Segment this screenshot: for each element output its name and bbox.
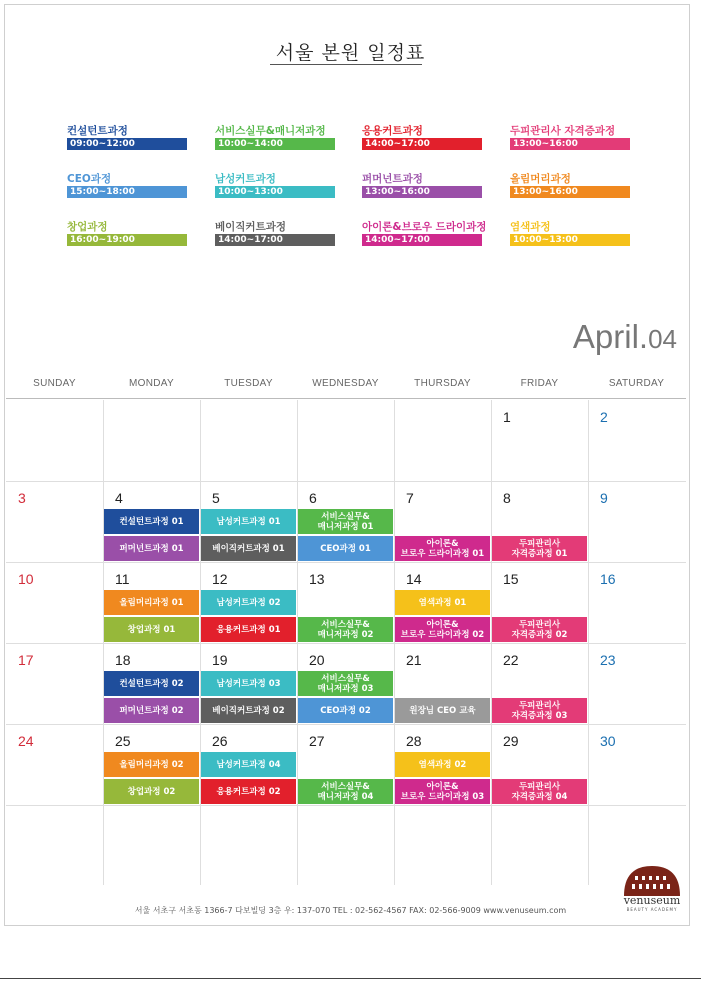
course-event[interactable]: 아이론& 브로우 드라이과정 01 — [395, 536, 490, 561]
weekday-label: TUESDAY — [224, 378, 273, 389]
day-number[interactable]: 1 — [503, 409, 511, 425]
day-number[interactable]: 19 — [212, 652, 228, 668]
day-number[interactable]: 9 — [600, 490, 608, 506]
weekday-label: SUNDAY — [33, 378, 76, 389]
page-title: 서울 본원 일정표 — [275, 42, 426, 64]
legend-item — [215, 172, 335, 198]
legend-item — [362, 220, 487, 246]
legend-time-bar: 14:00~17:00 — [362, 234, 482, 246]
brand-logo — [618, 862, 686, 914]
course-event[interactable]: 원장님 CEO 교육 — [395, 698, 490, 723]
legend-course-name: 아이론&브로우 드라이과정 — [362, 221, 487, 233]
footer-contact: 서울 서초구 서초동 1366-7 다보빌딩 3층 우: 137-070 TEL : 02-562-4567 FAX: 02-566-9009 www.venuseum.com — [134, 906, 567, 915]
weekday-label: SATURDAY — [608, 378, 665, 389]
day-number[interactable]: 22 — [503, 652, 519, 668]
legend-item — [362, 172, 482, 198]
legend-item — [67, 124, 187, 150]
course-event[interactable]: 응용커트과정 01 — [201, 617, 296, 642]
legend-course-name: 퍼머넌트과정 — [362, 173, 423, 185]
weekday-label: WEDNESDAY — [312, 378, 379, 389]
course-event[interactable]: 퍼머넌트과정 01 — [104, 536, 199, 561]
course-event[interactable]: 응용커트과정 02 — [201, 779, 296, 804]
page-bottom-divider — [0, 978, 701, 979]
day-number[interactable]: 21 — [406, 652, 422, 668]
day-number[interactable]: 23 — [600, 652, 616, 668]
day-number[interactable]: 4 — [115, 490, 123, 506]
legend-time-bar: 09:00~12:00 — [67, 138, 187, 150]
course-event[interactable]: 퍼머넌트과정 02 — [104, 698, 199, 723]
course-event[interactable]: 아이론& 브로우 드라이과정 03 — [395, 779, 490, 804]
course-event[interactable]: 염색과정 01 — [395, 590, 490, 615]
weekday-label: MONDAY — [129, 378, 174, 389]
course-event[interactable]: 창업과정 02 — [104, 779, 199, 804]
weekday-label: THURSDAY — [414, 378, 471, 389]
day-number[interactable]: 27 — [309, 733, 325, 749]
grid-col-line — [200, 400, 201, 885]
course-event[interactable]: 컨설턴트과정 01 — [104, 509, 199, 534]
day-number[interactable]: 8 — [503, 490, 511, 506]
course-event[interactable]: 서비스실무& 매니저과정 03 — [298, 671, 393, 696]
course-event[interactable]: 남성커트과정 01 — [201, 509, 296, 534]
course-event[interactable]: 아이론& 브로우 드라이과정 02 — [395, 617, 490, 642]
course-event[interactable]: 서비스실무& 매니저과정 01 — [298, 509, 393, 534]
legend-item — [67, 172, 187, 198]
month-label: April. — [572, 318, 649, 355]
grid-col-line — [103, 400, 104, 885]
grid-row-line — [6, 643, 686, 644]
grid-row-line — [6, 481, 686, 482]
legend-item — [510, 172, 630, 198]
day-number[interactable]: 7 — [406, 490, 414, 506]
course-event[interactable]: CEO과정 02 — [298, 698, 393, 723]
day-number[interactable]: 20 — [309, 652, 325, 668]
colosseum-icon — [618, 862, 686, 896]
legend-time-bar: 10:00~14:00 — [215, 138, 335, 150]
legend-time-bar: 13:00~16:00 — [362, 186, 482, 198]
course-event[interactable]: 염색과정 02 — [395, 752, 490, 777]
title-underline — [270, 64, 422, 65]
legend-course-name: 베이직커트과정 — [215, 221, 287, 233]
legend-course-name: 올림머리과정 — [510, 173, 571, 185]
legend-course-name: CEO과정 — [67, 173, 112, 185]
grid-col-line — [394, 400, 395, 885]
day-number[interactable]: 10 — [18, 571, 34, 587]
logo-wordmark: venuseum — [623, 894, 681, 907]
legend-time-bar: 13:00~16:00 — [510, 186, 630, 198]
day-number[interactable]: 14 — [406, 571, 422, 587]
day-number[interactable]: 26 — [212, 733, 228, 749]
legend-time-bar: 13:00~16:00 — [510, 138, 630, 150]
legend-item — [215, 124, 335, 150]
day-number[interactable]: 16 — [600, 571, 616, 587]
day-number[interactable]: 13 — [309, 571, 325, 587]
course-event[interactable]: 올림머리과정 02 — [104, 752, 199, 777]
legend-item — [67, 220, 187, 246]
course-event[interactable]: 두피관리사 자격증과정 02 — [492, 617, 587, 642]
legend-item — [510, 220, 630, 246]
day-number[interactable]: 5 — [212, 490, 220, 506]
day-number[interactable]: 2 — [600, 409, 608, 425]
legend-item — [215, 220, 335, 246]
weekday-label: FRIDAY — [520, 378, 559, 389]
legend-time-bar: 15:00~18:00 — [67, 186, 187, 198]
month-heading — [573, 318, 677, 356]
grid-row-line — [6, 562, 686, 563]
legend-time-bar: 14:00~17:00 — [215, 234, 335, 246]
day-number[interactable]: 12 — [212, 571, 228, 587]
day-number[interactable]: 6 — [309, 490, 317, 506]
legend-item — [362, 124, 482, 150]
course-event[interactable]: 창업과정 01 — [104, 617, 199, 642]
course-event[interactable]: 남성커트과정 03 — [201, 671, 296, 696]
day-number[interactable]: 18 — [115, 652, 131, 668]
course-event[interactable]: 두피관리사 자격증과정 01 — [492, 536, 587, 561]
logo-subtitle: BEAUTY ACADEMY — [626, 907, 678, 912]
course-event[interactable]: 베이직커트과정 01 — [201, 536, 296, 561]
legend-course-name: 컨설턴트과정 — [67, 125, 128, 137]
day-number[interactable]: 24 — [18, 733, 34, 749]
day-number[interactable]: 15 — [503, 571, 519, 587]
legend-course-name: 창업과정 — [67, 221, 108, 233]
course-event[interactable]: 서비스실무& 매니저과정 02 — [298, 617, 393, 642]
weekday-divider — [6, 398, 686, 399]
course-event[interactable]: 베이직커트과정 02 — [201, 698, 296, 723]
day-number[interactable]: 30 — [600, 733, 616, 749]
legend-item — [510, 124, 630, 150]
month-number: 04 — [648, 324, 677, 354]
grid-row-line — [6, 724, 686, 725]
course-event[interactable]: 남성커트과정 04 — [201, 752, 296, 777]
course-event[interactable]: 두피관리사 자격증과정 04 — [492, 779, 587, 804]
course-event[interactable]: 올림머리과정 01 — [104, 590, 199, 615]
course-event[interactable]: 두피관리사 자격증과정 03 — [492, 698, 587, 723]
grid-col-line — [297, 400, 298, 885]
day-number[interactable]: 28 — [406, 733, 422, 749]
legend-course-name: 응용커트과정 — [362, 125, 423, 137]
course-event[interactable]: CEO과정 01 — [298, 536, 393, 561]
grid-col-line — [588, 400, 589, 885]
grid-row-line — [6, 805, 686, 806]
legend-course-name: 남성커트과정 — [215, 173, 276, 185]
course-event[interactable]: 남성커트과정 02 — [201, 590, 296, 615]
legend-course-name: 염색과정 — [510, 221, 551, 233]
day-number[interactable]: 17 — [18, 652, 34, 668]
course-event[interactable]: 컨설턴트과정 02 — [104, 671, 199, 696]
day-number[interactable]: 29 — [503, 733, 519, 749]
grid-col-line — [491, 400, 492, 885]
legend-course-name: 서비스실무&매니저과정 — [215, 125, 326, 137]
legend-time-bar: 10:00~13:00 — [510, 234, 630, 246]
legend-time-bar: 16:00~19:00 — [67, 234, 187, 246]
day-number[interactable]: 25 — [115, 733, 131, 749]
course-event[interactable]: 서비스실무& 매니저과정 04 — [298, 779, 393, 804]
legend-course-name: 두피관리사 자격증과정 — [510, 125, 616, 137]
legend-time-bar: 10:00~13:00 — [215, 186, 335, 198]
day-number[interactable]: 3 — [18, 490, 26, 506]
legend-time-bar: 14:00~17:00 — [362, 138, 482, 150]
day-number[interactable]: 11 — [115, 571, 130, 587]
